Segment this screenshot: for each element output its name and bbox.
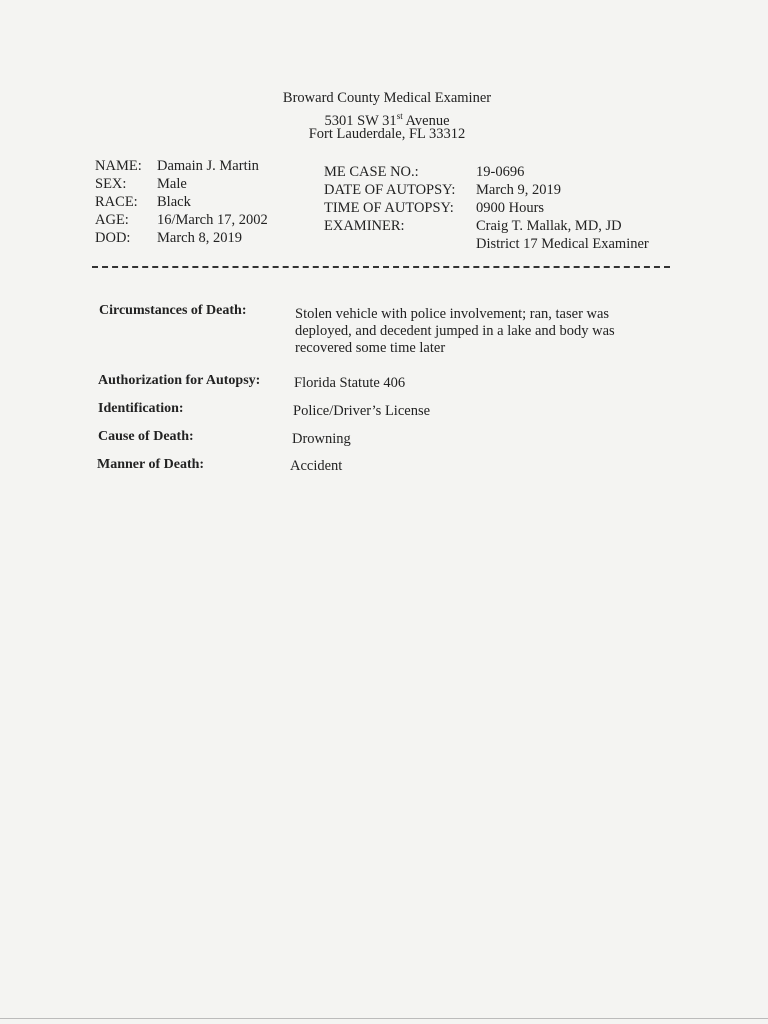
authorization-value: Florida Statute 406 (294, 375, 406, 391)
cause-label: Cause of Death: (98, 429, 194, 444)
circumstances-line-2: deployed, and decedent jumped in a lake and body was (295, 323, 615, 339)
identification-value: Police/Driver’s License (293, 403, 431, 419)
circumstances-label: Circumstances of Death: (99, 303, 247, 318)
manner-label: Manner of Death: (97, 457, 205, 472)
office-name: Broward County Medical Examiner (282, 90, 492, 106)
section-divider (92, 266, 670, 268)
name-label: NAME: (95, 158, 142, 174)
name-value: Damain J. Martin (157, 158, 259, 174)
age-label: AGE: (95, 212, 129, 228)
autopsy-date-value: March 9, 2019 (476, 182, 561, 198)
examiner-label: EXAMINER: (324, 218, 405, 234)
autopsy-time-label: TIME OF AUTOPSY: (324, 200, 454, 216)
autopsy-date-label: DATE OF AUTOPSY: (324, 182, 456, 198)
circumstances-line-1: Stolen vehicle with police involvement; ran, taser was (295, 306, 610, 322)
autopsy-time-value: 0900 Hours (476, 200, 545, 216)
cause-value: Drowning (292, 431, 351, 447)
examiner-value: Craig T. Mallak, MD, JD (476, 218, 622, 234)
street-number: 5301 SW 31 (324, 112, 397, 129)
dod-label: DOD: (95, 230, 131, 246)
authorization-label: Authorization for Autopsy: (98, 373, 261, 388)
case-no-value: 19-0696 (476, 164, 525, 180)
scan-edge (0, 1018, 768, 1019)
street-suffix: st (396, 111, 403, 121)
dod-value: March 8, 2019 (157, 230, 242, 246)
sex-label: SEX: (95, 176, 127, 192)
race-value: Black (157, 194, 191, 210)
sex-value: Male (157, 176, 187, 192)
circumstances-line-3: recovered some time later (295, 340, 446, 356)
race-label: RACE: (95, 194, 138, 210)
examiner-title: District 17 Medical Examiner (476, 236, 649, 252)
identification-label: Identification: (98, 401, 184, 416)
case-no-label: ME CASE NO.: (324, 164, 419, 180)
age-value: 16/March 17, 2002 (157, 212, 268, 228)
office-city: Fort Lauderdale, FL 33312 (308, 126, 466, 142)
street-name: Avenue (402, 112, 450, 129)
manner-value: Accident (290, 458, 343, 474)
